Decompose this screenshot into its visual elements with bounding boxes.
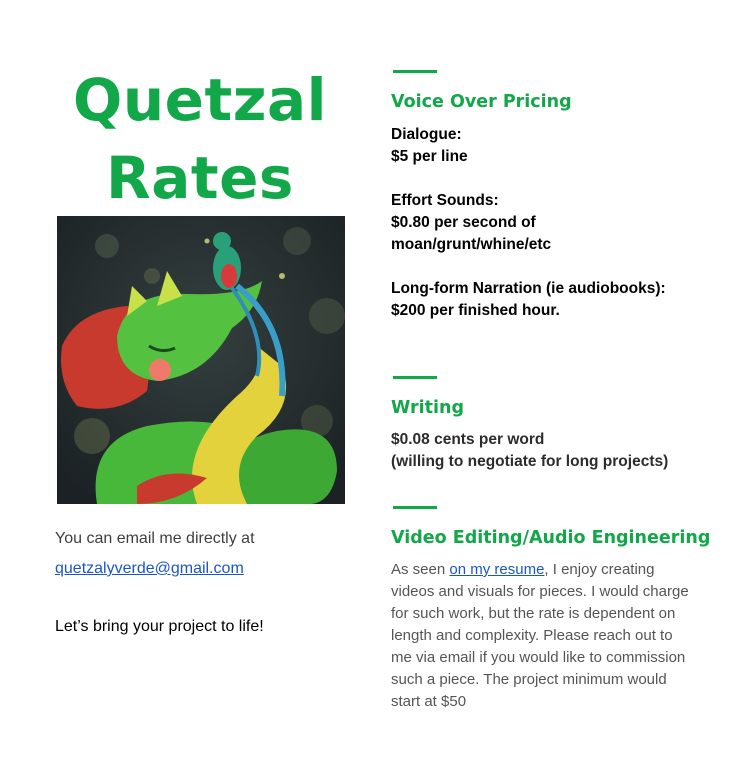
effort-price-line1: $0.80 per second of <box>391 214 536 231</box>
email-link[interactable]: quetzalyverde@gmail.com <box>55 560 244 577</box>
page-title-line2: Rates <box>106 144 294 212</box>
writing-rate: $0.08 cents per word <box>391 431 545 448</box>
video-text-prefix: As seen <box>391 561 450 578</box>
voice-over-heading: Voice Over Pricing <box>391 92 572 112</box>
video-heading: Video Editing/Audio Engineering <box>391 528 711 548</box>
writing-note: (willing to negotiate for long projects) <box>391 453 669 470</box>
narration-price: $200 per finished hour. <box>391 302 560 319</box>
dialogue-label: Dialogue: <box>391 126 462 143</box>
section-divider <box>393 376 437 379</box>
contact-intro: You can email me directly at <box>55 530 255 547</box>
video-text-body: , I enjoy creating videos and visuals for pieces. I would charge for such work, but the rate is dependent on length and complexity. Please reach out to me via email if you would like to commission such a piece. The project minimum would start at $50 <box>391 561 689 710</box>
narration-label: Long-form Narration (ie audiobooks): <box>391 280 666 297</box>
closing-text: Let’s bring your project to life! <box>55 618 264 635</box>
dialogue-price: $5 per line <box>391 148 468 165</box>
effort-label: Effort Sounds: <box>391 192 499 209</box>
section-divider <box>393 70 437 73</box>
dragon-quetzal-illustration <box>57 216 345 504</box>
writing-heading: Writing <box>391 398 464 418</box>
page-title-line1: Quetzal <box>73 66 327 134</box>
effort-price-line2: moan/grunt/whine/etc <box>391 236 552 253</box>
resume-link[interactable]: on my resume <box>449 561 545 578</box>
section-divider <box>393 506 437 509</box>
video-paragraph <box>391 559 691 713</box>
